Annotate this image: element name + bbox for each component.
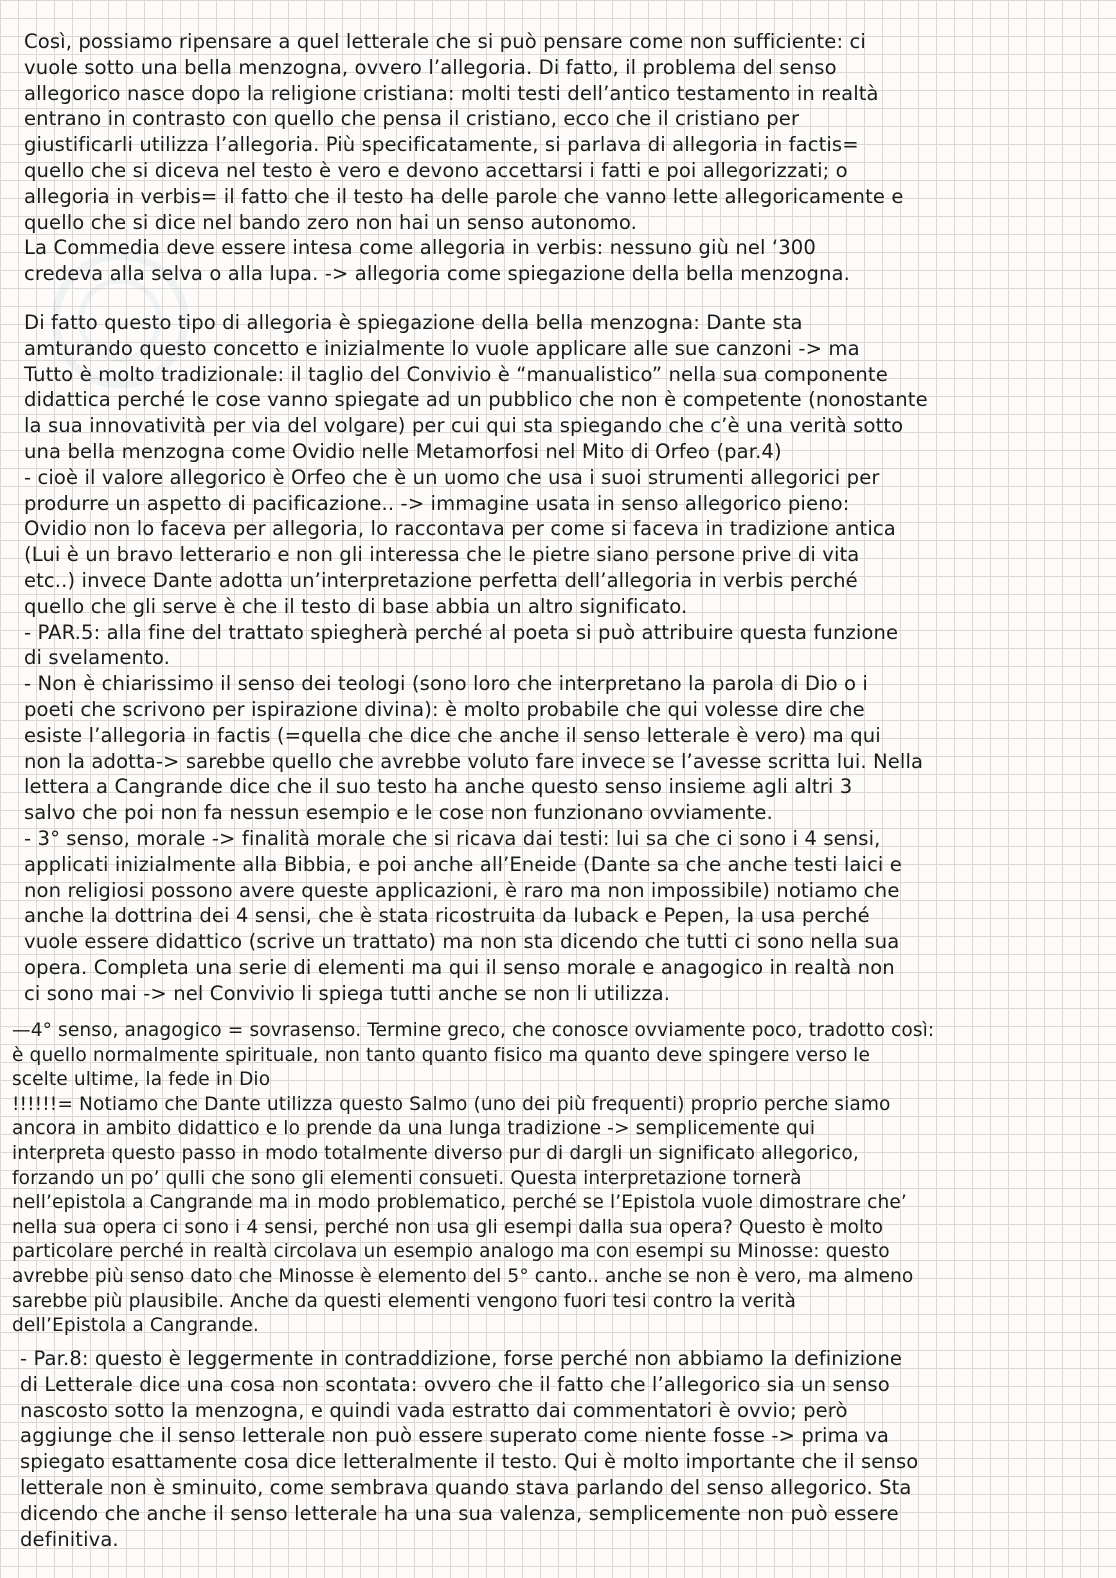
paragraph-allegoria-intro: Così, possiamo ripensare a quel letterale che si può pensare come non sufficiente: ci vuole sotto una bella menzogna, ovvero l’allegoria. Di fatto, il problema del senso allegorico nasce dopo la religione cristiana: molti testi dell’antico testamento in realtà entrano in contrasto con quello che pensa il cristiano, ecco che il cristiano per giustificarli utilizza l’allegoria. Più specificatamente, si parlava di allegoria in factis= quello che si diceva nel testo è vero e devono accettarsi i fatti e poi allegorizzati; o allegoria in verbis= il fatto che il testo ha delle parole che vanno lette allegoricamente e quello che si dice nel bando zero non hai un senso autonomo. La Commedia deve essere intesa come allegoria in verbis: nessuno giù nel ‘300 credeva alla selva o alla lupa. -> allegoria come spiegazione della bella menzogna.: [24, 30, 904, 286]
paragraph-senso-letterale: - Par.8: questo è leggermente in contraddizione, forse perché non abbiamo la definizione di Letterale dice una cosa non scontata: ovvero che il fatto che l’allegorico sia un senso nascosto sotto la menzogna, e quindi vada estratto dai commentatori è ovvio; però aggiunge che il senso letterale non può essere superato come niente fosse -> prima va spiegato esattamente cosa dice letteralmente il testo. Qui è molto importante che il senso letterale non è sminuito, come sembrava quando stava parlando del senso allegorico. Sta dicendo che anche il senso letterale ha una sua valenza, semplicemente non può essere definitiva.: [20, 1347, 919, 1551]
paragraph-bella-menzogna: Di fatto questo tipo di allegoria è spiegazione della bella menzogna: Dante sta amturando questo concetto e inizialmente lo vuole applicare alle sue canzoni -> ma Tutto è molto tradizionale: il taglio del Convivio è “manualistico” nella sua componente didattica perché le cose vanno spiegate ad un pubblico che non è competente (nonostante la sua innovatività per via del volgare) per cui qui sta spiegando che c’è una verità sotto una bella menzogna come Ovidio nelle Metamorfosi nel Mito di Orfeo (par.4) - cioè il valore allegorico è Orfeo che è un uomo che usa i suoi strumenti allegorici per produrre un aspetto di pacificazione.. -> immagine usata in senso allegorico pieno: Ovidio non lo faceva per allegoria, lo raccontava per come si faceva in tradizione antica (Lui è un bravo letterario e non gli interessa che le pietre siano persone prive di vita etc..) invece Dante adotta un’interpretazione perfetta dell’allegoria in verbis perché quello che gli serve è che il testo di base abbia un altro significato. - PAR.5: alla fine del trattato spiegherà perché al poeta si può attribuire questa funzione di svelamento. - Non è chiarissimo il senso dei teologi (sono loro che interpretano la parola di Dio o i poeti che scrivono per ispirazione divina): è molto probabile che qui volesse dire che esiste l’allegoria in factis (=quella che dice che anche il senso letterale è vero) ma qui non la adotta-> sarebbe quello che avrebbe voluto fare invece se l’avesse scritta lui. Nella lettera a Cangrande dice che il suo testo ha anche questo senso insieme agli altri 3 salvo che poi non fa nessun esempio e le cose non funzionano ovviamente. - 3° senso, morale -> finalità morale che si ricava dai testi: lui sa che ci sono i 4 sensi, applicati inizialmente alla Bibbia, e poi anche all’Eneide (Dante sa che anche testi laici e non religiosi possono avere queste applicazioni, è raro ma non impossibile) notiamo che anche la dottrina dei 4 sensi, che è stata ricostruita da Iuback e Pepen, la usa perché vuole essere didattico (scrive un trattato) ma non sta dicendo che tutti ci sono nella sua opera. Completa una serie di elementi ma qui il senso morale e anagogico in realtà non ci sono mai -> nel Convivio li spiega tutti anche se non li utilizza.: [24, 311, 928, 1005]
paragraph-senso-anagogico: —4° senso, anagogico = sovrasenso. Termine greco, che conosce ovviamente poco, tradotto così: è quello normalmente spirituale, non tanto quanto fisico ma quanto deve spingere verso le scelte ultime, la fede in Dio !!!!!!= Notiamo che Dante utilizza questo Salmo (uno dei più frequenti) proprio perche siamo ancora in ambito didattico e lo prende da una lunga tradizione -> semplicemente qui interpreta questo passo in modo totalmente diverso pur di dargli un significato allegorico, forzando un po’ qulli che sono gli elementi consueti. Questa interpretazione tornerà nell’epistola a Cangrande ma in modo problematico, perché se l’Epistola vuole dimostrare che’ nella sua opera ci sono i 4 sensi, perché non usa gli esempi dalla sua opera? Questo è molto particolare perché in realtà circolava un esempio analogo ma con esempi su Minosse: questo avrebbe più senso dato che Minosse è elemento del 5° canto.. anche se non è vero, ma almeno sarebbe più plausibile. Anche da questi elementi vengono fuori tesi contro la verità dell’Epistola a Cangrande.: [12, 1020, 935, 1337]
